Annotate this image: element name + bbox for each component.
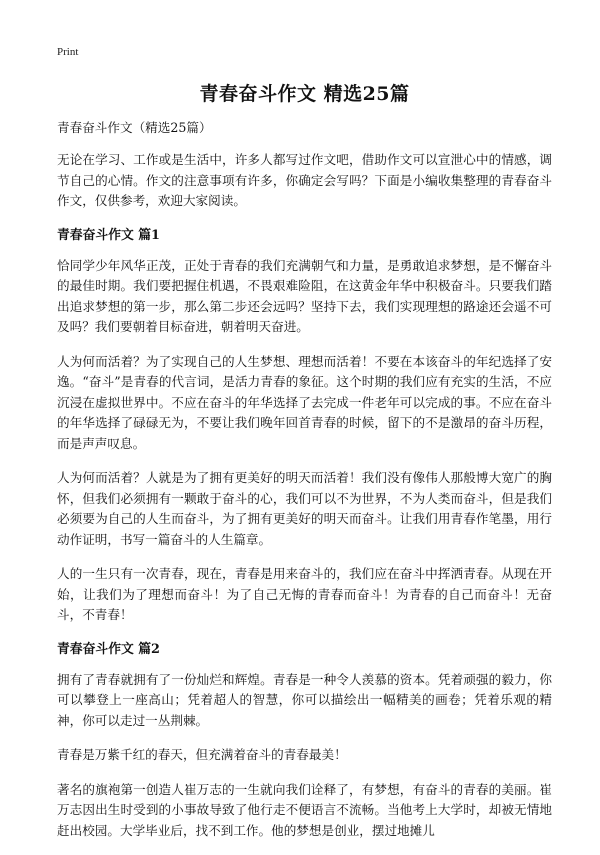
section-heading-1: 青春奋斗作文 篇1 bbox=[57, 227, 160, 243]
section-heading-2: 青春奋斗作文 篇2 bbox=[57, 641, 160, 657]
section-2-paragraph: 著名的旗袍第一创造人崔万志的一生就向我们诠释了，有梦想，有奋斗的青春的美丽。崔万志因出生时受到的小事故导致了他行走不便语言不流畅。当他考上大学时，却被无情地赶出校园。大学毕业后，找不到工作。他的梦想是创业，摆过地摊儿 bbox=[57, 781, 552, 838]
article-body bbox=[57, 118, 552, 855]
page-title: 青春奋斗作文 精选25篇 bbox=[199, 83, 410, 105]
section-1-paragraph: 人的一生只有一次青春，现在，青春是用来奋斗的，我们应在奋斗中挥洒青春。从现在开始，让我们为了理想而奋斗！为了自己无悔的青春而奋斗！为青春的自己而奋斗！无奋斗，不青春！ bbox=[57, 566, 552, 622]
section-2-paragraph: 拥有了青春就拥有了一份灿烂和辉煌。青春是一种令人羡慕的资本。凭着顽强的毅力，你可以攀登上一座高山；凭着超人的智慧，你可以描绘出一幅精美的画卷；凭着乐观的精神，你可以走过一丛荆棘。 bbox=[57, 671, 552, 728]
section-2-paragraph: 青春是万紫千红的春天，但充满着奋斗的青春最美！ bbox=[57, 747, 347, 762]
print-label[interactable]: Print bbox=[57, 46, 79, 58]
section-1-paragraph: 恰同学少年风华正茂，正处于青春的我们充满朝气和力量，是勇敢追求梦想，是不懈奋斗的最佳时期。我们要把握住机遇，不畏艰难险阻，在这黄金年华中积极奋斗。只要我们踏出追求梦想的第一步，那么第二步还会远吗？坚持下去，我们实现理想的路途还会遥不可及吗？我们要朝着目标奋进，朝着明天奋进。 bbox=[57, 257, 552, 334]
intro-paragraph: 无论在学习、工作或是生活中，许多人都写过作文吧，借助作文可以宣泄心中的情感，调节自己的心情。作文的注意事项有许多，你确定会写吗？下面是小编收集整理的青春奋斗作文，仅供参考，欢迎大家阅读。 bbox=[57, 152, 552, 208]
section-1-paragraph: 人为何而活着？为了实现自己的人生梦想、理想而活着！不要在本该奋斗的年纪选择了安逸。“奋斗”是青春的代言词，是活力青春的象征。这个时期的我们应有充实的生活，不应沉浸在虚拟世界中。不应在奋斗的年华选择了去完成一件老年可以完成的事。不应在奋斗的年华选择了碌碌无为，不要让我们晚年回首青春的时候，留下的不是激昂的奋斗历程，而是声声叹息。 bbox=[57, 353, 552, 451]
article-subtitle: 青春奋斗作文（精选25篇） bbox=[57, 120, 212, 135]
section-1-paragraph: 人为何而活着？人就是为了拥有更美好的明天而活着！我们没有像伟人那般博大宽广的胸怀，但我们必须拥有一颗敢于奋斗的心，我们可以不为世界，不为人类而奋斗，但是我们必须要为自己的人生而奋斗，为了拥有更美好的明天而奋斗。让我们用青春作笔墨，用行动作证明，书写一篇奋斗的人生篇章。 bbox=[57, 470, 552, 547]
